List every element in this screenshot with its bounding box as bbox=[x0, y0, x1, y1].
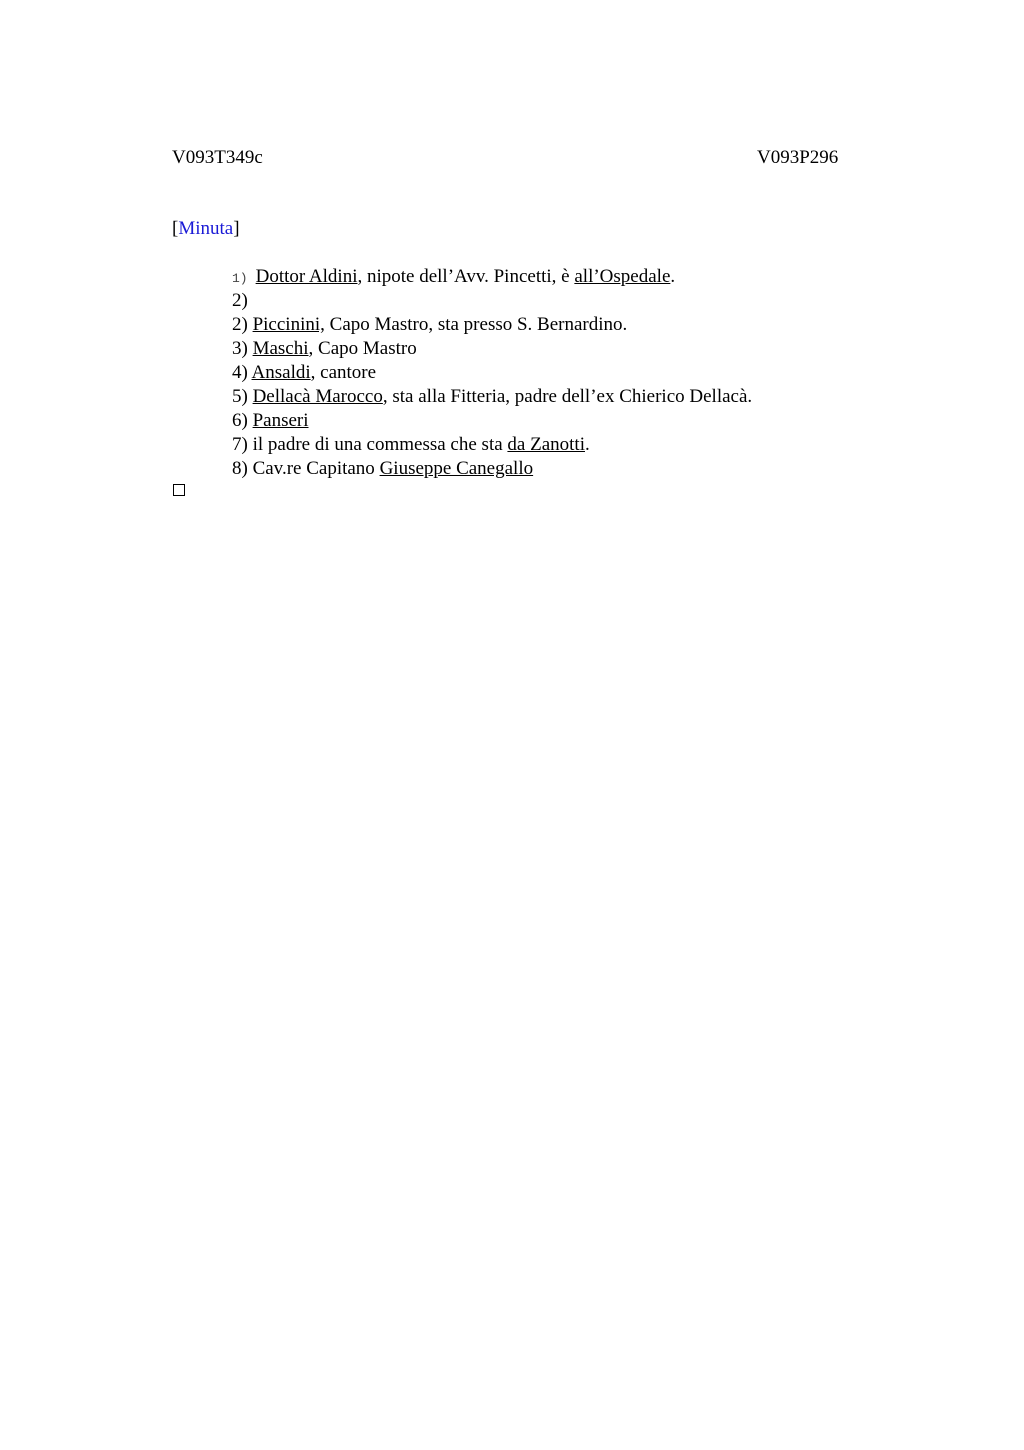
list-item bbox=[232, 433, 932, 457]
list-item bbox=[232, 457, 932, 481]
list-item bbox=[232, 385, 932, 409]
list-item-text: Cav.re Capitano bbox=[252, 458, 380, 479]
list-item-text: . bbox=[670, 266, 676, 287]
list-item-number: 2) bbox=[232, 290, 248, 311]
list-item bbox=[232, 409, 932, 433]
list-item-text: , cantore bbox=[310, 362, 377, 383]
list-item-text: Capo Mastro, sta presso S. Bernardino. bbox=[324, 314, 628, 335]
list-item-text: il padre di una commessa che sta bbox=[252, 434, 508, 455]
list-item-text: Dellacà Marocco bbox=[252, 386, 383, 407]
list-item-text: Ansaldi bbox=[251, 362, 311, 383]
document-code-left: V093T349c bbox=[172, 147, 263, 168]
list-item-number: 2) bbox=[232, 314, 248, 335]
list-item-number: 6) bbox=[232, 410, 248, 431]
list-item-text: Giuseppe Canegallo bbox=[379, 458, 534, 479]
list-item bbox=[232, 337, 932, 361]
list-item-text: . bbox=[584, 434, 590, 455]
list-item-text: all’Ospedale bbox=[574, 266, 671, 287]
list-item bbox=[232, 361, 932, 385]
open-bracket: [ bbox=[172, 218, 179, 239]
list-item-text: Dottor Aldini bbox=[255, 266, 358, 287]
list-item-text: , Capo Mastro bbox=[308, 338, 417, 359]
list-item-text: Piccinini, bbox=[252, 314, 325, 335]
list-item bbox=[232, 289, 932, 313]
list-item bbox=[232, 265, 932, 289]
minuta-label: Minuta bbox=[178, 218, 234, 239]
list-item-number: 8) bbox=[232, 458, 248, 479]
list-item-text: , sta alla Fitteria, padre dell’ex Chierico Dellacà. bbox=[382, 386, 753, 407]
person-list bbox=[232, 265, 932, 481]
list-item-text: Panseri bbox=[252, 410, 309, 431]
close-bracket: ] bbox=[233, 218, 240, 239]
list-item-text: da Zanotti bbox=[507, 434, 585, 455]
list-item-number: 7) bbox=[232, 434, 248, 455]
list-item-number: 4) bbox=[232, 362, 248, 383]
list-item-text: , nipote dell’Avv. Pincetti, è bbox=[357, 266, 575, 287]
section-label bbox=[172, 217, 240, 241]
list-item-number: 1) bbox=[232, 271, 248, 286]
list-item-number: 3) bbox=[232, 338, 248, 359]
square-outline-icon bbox=[173, 484, 185, 496]
list-item-number: 5) bbox=[232, 386, 248, 407]
document-code-right: V093P296 bbox=[757, 147, 839, 168]
list-item-text: Maschi bbox=[252, 338, 309, 359]
list-item bbox=[232, 313, 932, 337]
